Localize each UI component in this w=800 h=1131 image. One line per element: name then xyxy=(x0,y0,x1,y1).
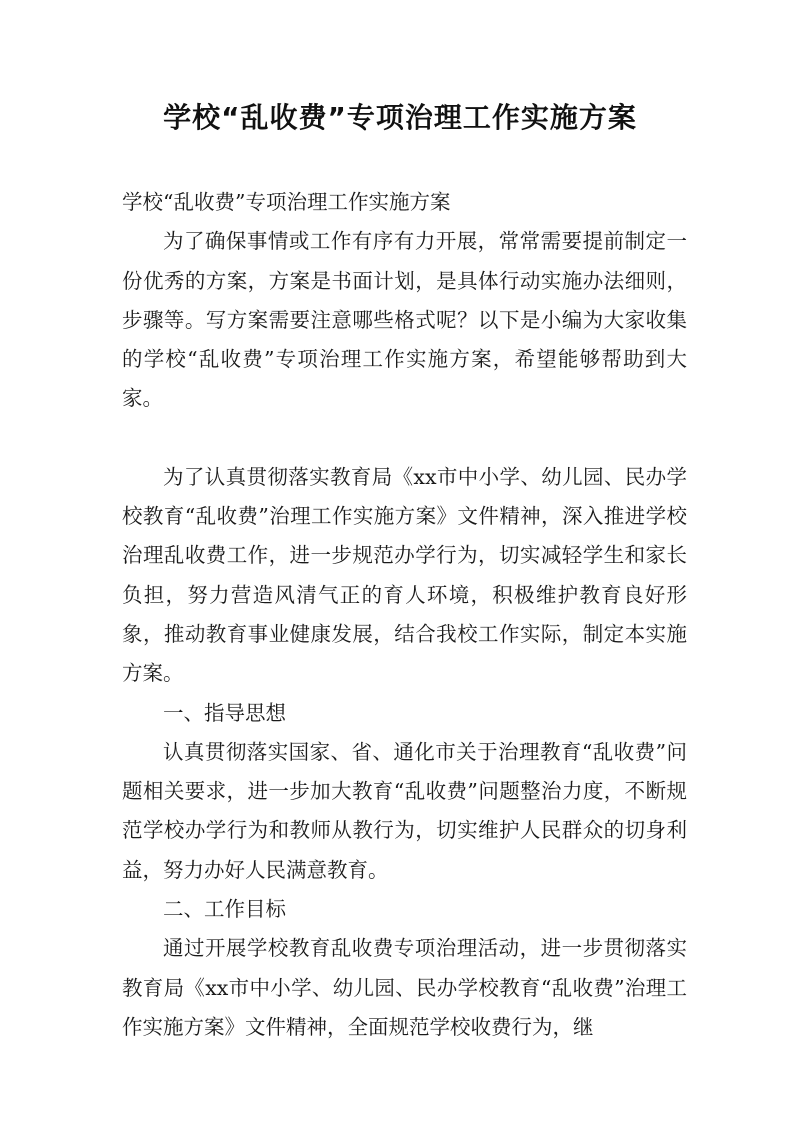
section-body-work-goals: 通过开展学校教育乱收费专项治理活动，进一步贯彻落实教育局《xx市中小学、幼儿园、民办学校教育“乱收费”治理工作实施方案》文件精神，全面规范学校收费行为，继 xyxy=(122,936,687,1039)
document-body xyxy=(122,183,687,1047)
intro-paragraph: 为了确保事情或工作有序有力开展，常常需要提前制定一份优秀的方案，方案是书面计划，是具体行动实施办法细则，步骤等。写方案需要注意哪些格式呢？以下是小编为大家收集的学校“乱收费”专项治理工作实施方案，希望能够帮助到大家。 xyxy=(122,229,687,411)
section-heading-guiding-thought: 一、指导思想 xyxy=(163,700,286,725)
section-heading-work-goals: 二、工作目标 xyxy=(163,897,286,922)
document-subtitle: 学校“乱收费”专项治理工作实施方案 xyxy=(122,190,451,214)
preamble-paragraph: 为了认真贯彻落实教育局《xx市中小学、幼儿园、民办学校教育“乱收费”治理工作实施方案》文件精神，深入推进学校治理乱收费工作，进一步规范办学行为，切实减轻学生和家长负担，努力营造风清气正的育人环境，积极维护教育良好形象，推动教育事业健康发展，结合我校工作实际，制定本实施方案。 xyxy=(122,464,687,686)
section-body-guiding-thought: 认真贯彻落实国家、省、通化市关于治理教育“乱收费”问题相关要求，进一步加大教育“乱收费”问题整治力度，不断规范学校办学行为和教师从教行为，切实维护人民群众的切身利益，努力办好人民满意教育。 xyxy=(122,739,687,882)
paragraph-gap xyxy=(122,419,687,458)
document-title: 学校“乱收费”专项治理工作实施方案 xyxy=(163,101,637,134)
